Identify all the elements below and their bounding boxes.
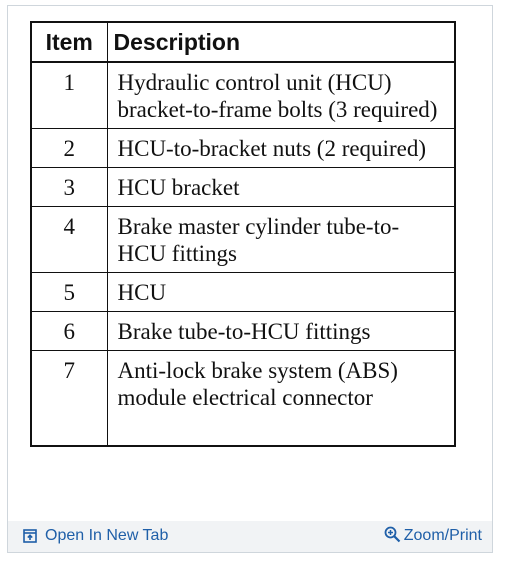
item-description: Brake master cylinder tube-to-HCU fittings — [107, 207, 455, 273]
item-number: 1 — [31, 62, 107, 129]
item-description: HCU — [107, 273, 455, 312]
item-description: HCU bracket — [107, 168, 455, 207]
item-number: 5 — [31, 273, 107, 312]
open-in-new-tab-label: Open In New Tab — [45, 527, 169, 544]
open-in-new-tab-icon — [23, 529, 45, 543]
table-row — [31, 207, 455, 273]
open-in-new-tab-link[interactable] — [23, 527, 168, 545]
parts-table — [30, 21, 456, 447]
item-number: 4 — [31, 207, 107, 273]
item-description: Anti-lock brake system (ABS) module electrical connector — [107, 351, 455, 447]
zoom-print-link[interactable] — [384, 527, 482, 545]
column-header-description: Description — [107, 22, 455, 62]
item-number: 7 — [31, 351, 107, 447]
magnifier-plus-icon — [384, 530, 404, 543]
parts-figure — [8, 6, 492, 521]
table-row — [31, 168, 455, 207]
figure-footer — [8, 521, 492, 552]
table-row — [31, 129, 455, 168]
figure-frame — [7, 5, 493, 553]
item-description: Hydraulic control unit (HCU) bracket-to-frame bolts (3 required) — [107, 62, 455, 129]
item-description: HCU-to-bracket nuts (2 required) — [107, 129, 455, 168]
item-number: 3 — [31, 168, 107, 207]
table-row — [31, 312, 455, 351]
table-row — [31, 351, 455, 447]
item-number: 2 — [31, 129, 107, 168]
table-row — [31, 62, 455, 129]
column-header-item: Item — [31, 22, 107, 62]
table-row — [31, 273, 455, 312]
zoom-print-label: Zoom/Print — [403, 527, 482, 544]
item-number: 6 — [31, 312, 107, 351]
table-header-row — [31, 22, 455, 62]
item-description: Brake tube-to-HCU fittings — [107, 312, 455, 351]
